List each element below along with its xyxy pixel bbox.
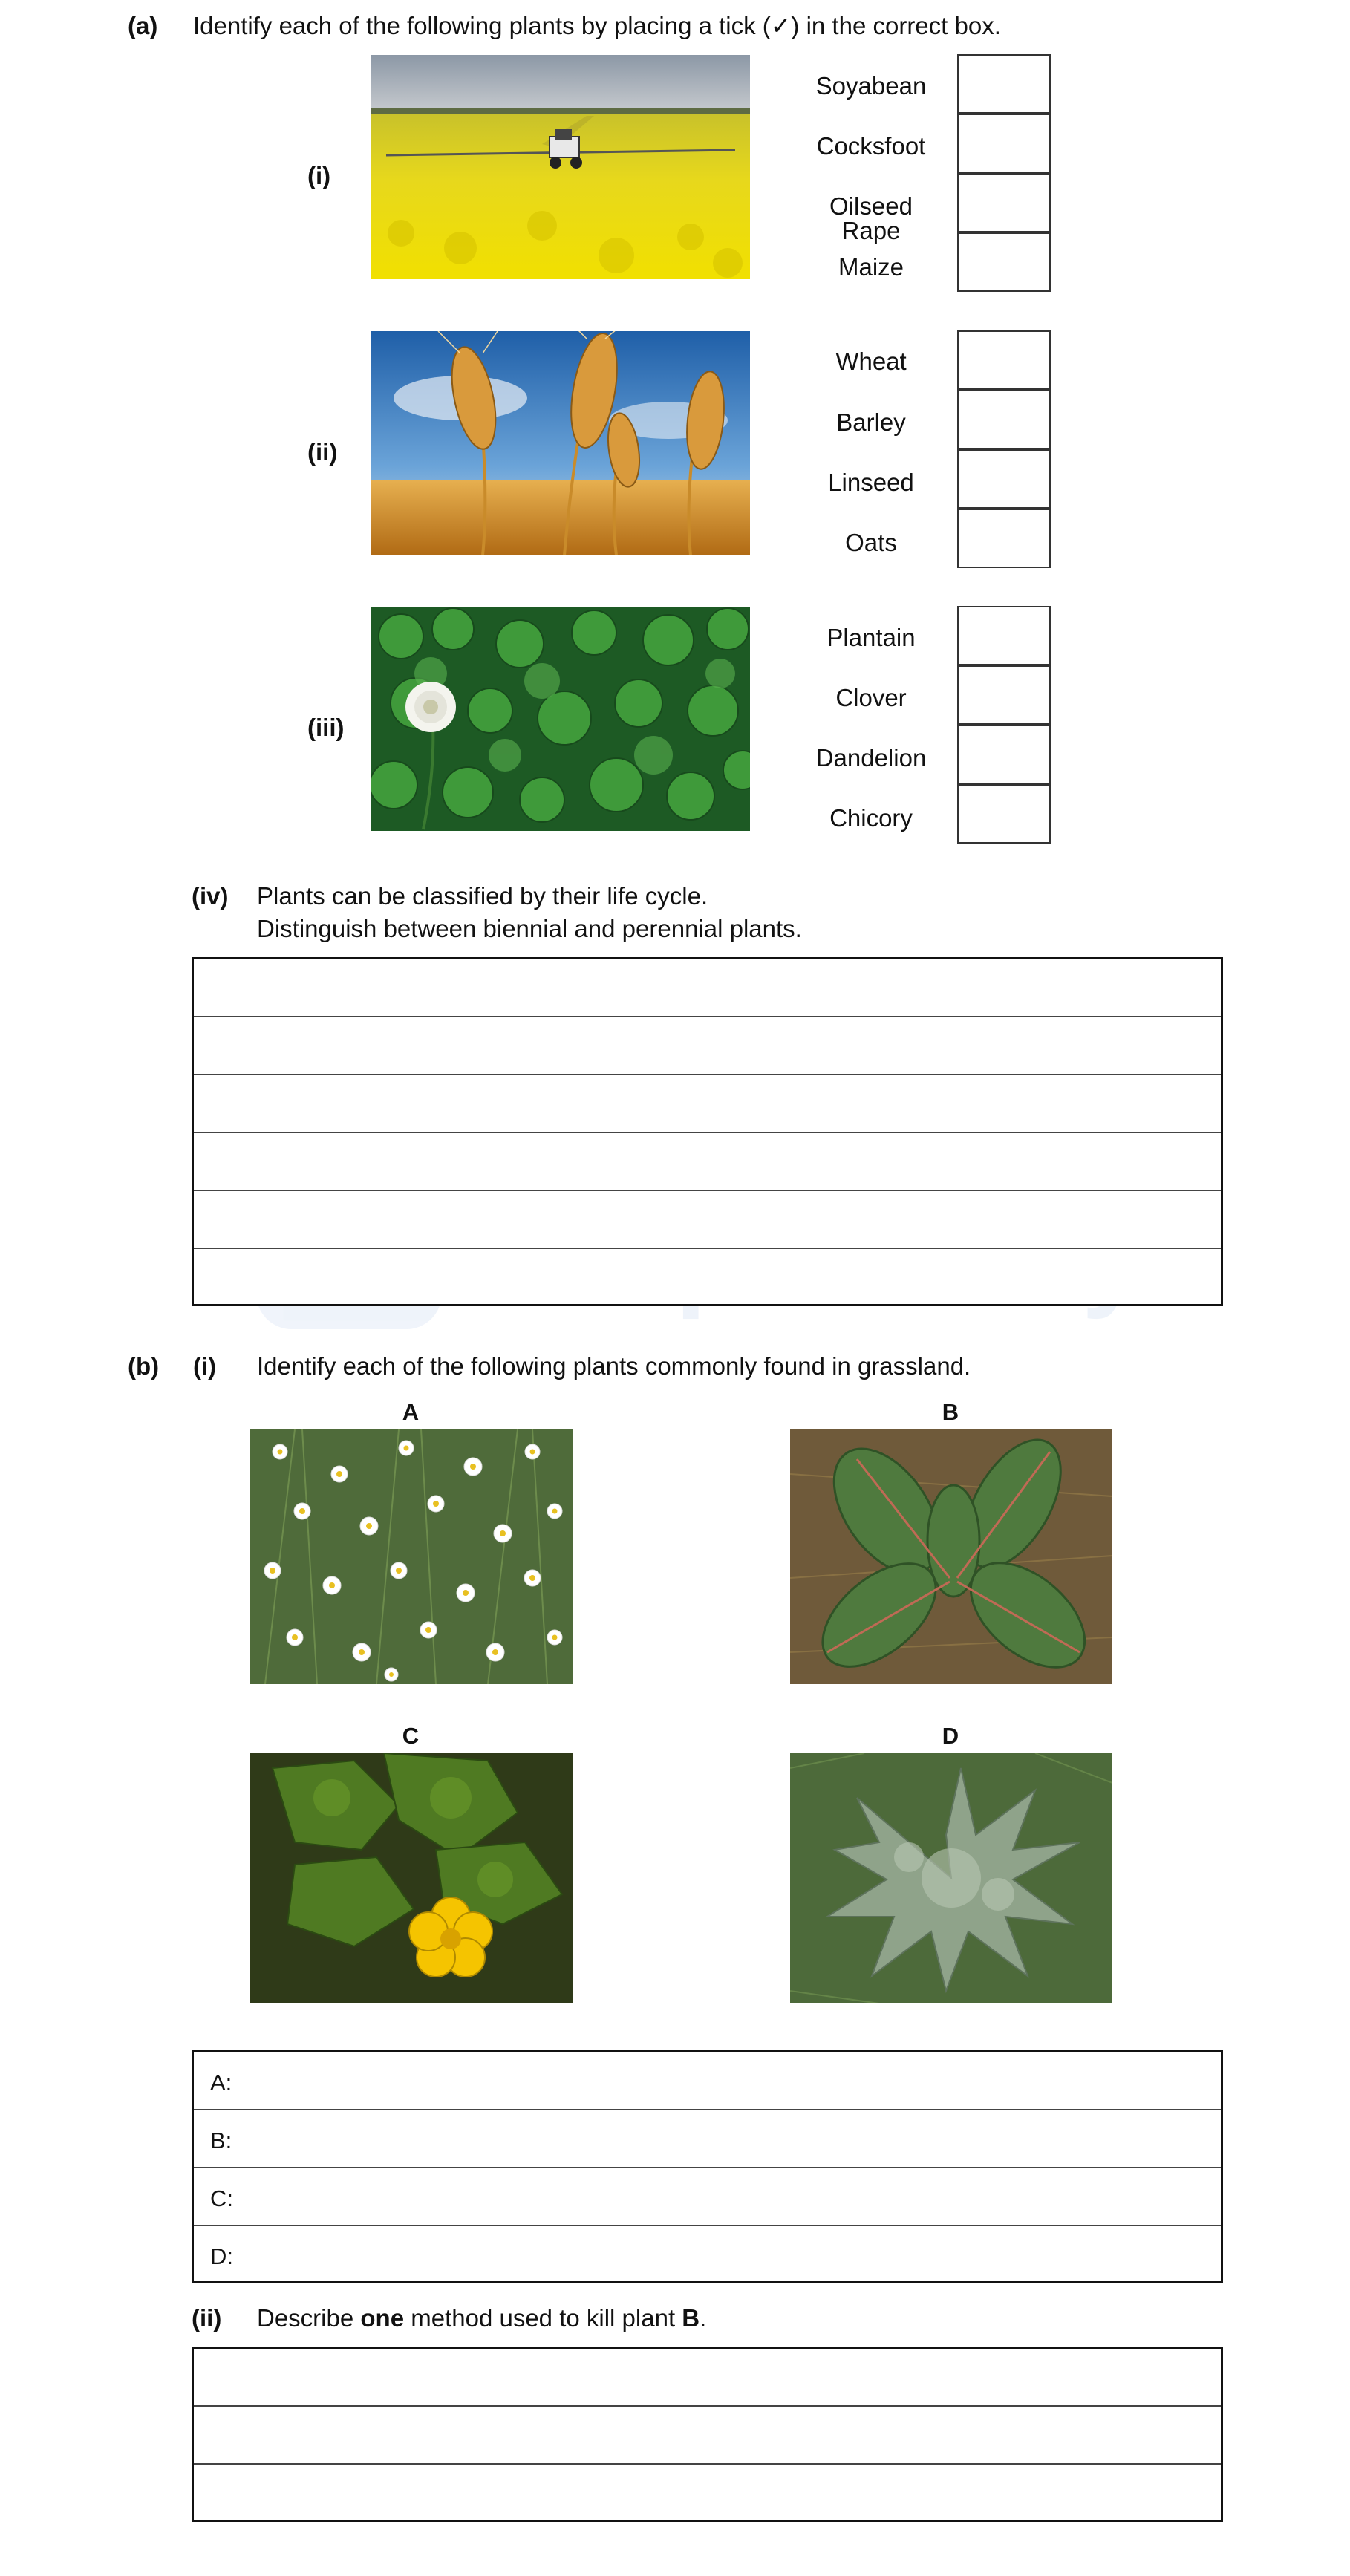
answer-box-iv [192, 957, 1223, 1306]
tick-box-oilseed-rape[interactable] [957, 173, 1051, 232]
answer-line[interactable] [194, 1075, 1221, 1133]
part-b-i-label: (i) [193, 1352, 217, 1380]
image-letter-d: D [942, 1723, 959, 1749]
tick-box-cocksfoot[interactable] [957, 114, 1051, 173]
answer-line[interactable] [194, 2349, 1221, 2407]
tick-box-clover[interactable] [957, 665, 1051, 725]
option-label: Maize [838, 253, 904, 281]
option-label: Cocksfoot [816, 132, 926, 160]
buttercup-photo [250, 1753, 573, 2003]
answer-line[interactable] [194, 1191, 1221, 1249]
row-label-c: C: [210, 2185, 233, 2211]
answer-row-b[interactable] [194, 2110, 1221, 2168]
thistle-photo [790, 1753, 1112, 2003]
part-a-instruction: Identify each of the following plants by placing a tick (✓) in the correct box. [193, 12, 1001, 39]
image-letter-b: B [942, 1399, 959, 1425]
answer-line[interactable] [194, 2465, 1221, 2520]
row-label-d: D: [210, 2243, 233, 2269]
answer-line[interactable] [194, 959, 1221, 1017]
part-b-ii-question: Describe one method used to kill plant B. [257, 2304, 707, 2332]
option-label: Plantain [826, 624, 916, 651]
row-label-b: B: [210, 2127, 232, 2153]
dock-photo [790, 1429, 1112, 1684]
tick-box-wheat[interactable] [957, 330, 1051, 390]
part-b-i-instruction: Identify each of the following plants commonly found in grassland. [257, 1352, 971, 1380]
row-label-a: A: [210, 2070, 232, 2096]
tick-box-soyabean[interactable] [957, 54, 1051, 114]
tick-box-oats[interactable] [957, 509, 1051, 568]
answer-row-a[interactable] [194, 2052, 1221, 2110]
answer-row-d[interactable] [194, 2226, 1221, 2283]
answer-box-ii [192, 2347, 1223, 2522]
part-b-label: (b) [128, 1352, 160, 1380]
tick-box-dandelion[interactable] [957, 725, 1051, 784]
clover-photo [371, 607, 750, 831]
tick-box-linseed[interactable] [957, 449, 1051, 509]
option-label: Wheat [835, 348, 907, 375]
option-label: Soyabean [815, 72, 927, 100]
daisy-photo [250, 1429, 573, 1684]
part-b-ii-label: (ii) [192, 2304, 222, 2332]
option-label: Barley [836, 408, 906, 436]
answer-line[interactable] [194, 2407, 1221, 2465]
answer-table-abcd [192, 2050, 1223, 2283]
item-iv-line1: Plants can be classified by their life cycle. [257, 882, 708, 910]
answer-line[interactable] [194, 1249, 1221, 1304]
item-iii-label: (iii) [307, 714, 345, 741]
tick-box-barley[interactable] [957, 390, 1051, 449]
answer-line[interactable] [194, 1133, 1221, 1191]
tick-box-chicory[interactable] [957, 784, 1051, 844]
item-i-label: (i) [307, 162, 331, 189]
answer-row-c[interactable] [194, 2168, 1221, 2226]
part-a-label: (a) [128, 12, 158, 39]
answer-line[interactable] [194, 1017, 1221, 1075]
item-iv-label: (iv) [192, 882, 229, 910]
image-letter-c: C [402, 1723, 420, 1749]
wheat-photo [371, 331, 750, 555]
option-label: Linseed [828, 469, 914, 496]
item-iv-line2: Distinguish between biennial and perennial plants. [257, 915, 802, 942]
image-letter-a: A [402, 1399, 420, 1425]
option-label: Chicory [829, 804, 913, 832]
option-label: Clover [835, 684, 907, 711]
tick-box-maize[interactable] [957, 232, 1051, 292]
option-label: Oilseed Rape [829, 192, 913, 244]
option-label: Oats [845, 529, 897, 556]
option-label: Dandelion [815, 744, 927, 772]
oilseed-rape-photo [371, 55, 750, 279]
item-ii-label: (ii) [307, 438, 338, 466]
tick-box-plantain[interactable] [957, 606, 1051, 665]
